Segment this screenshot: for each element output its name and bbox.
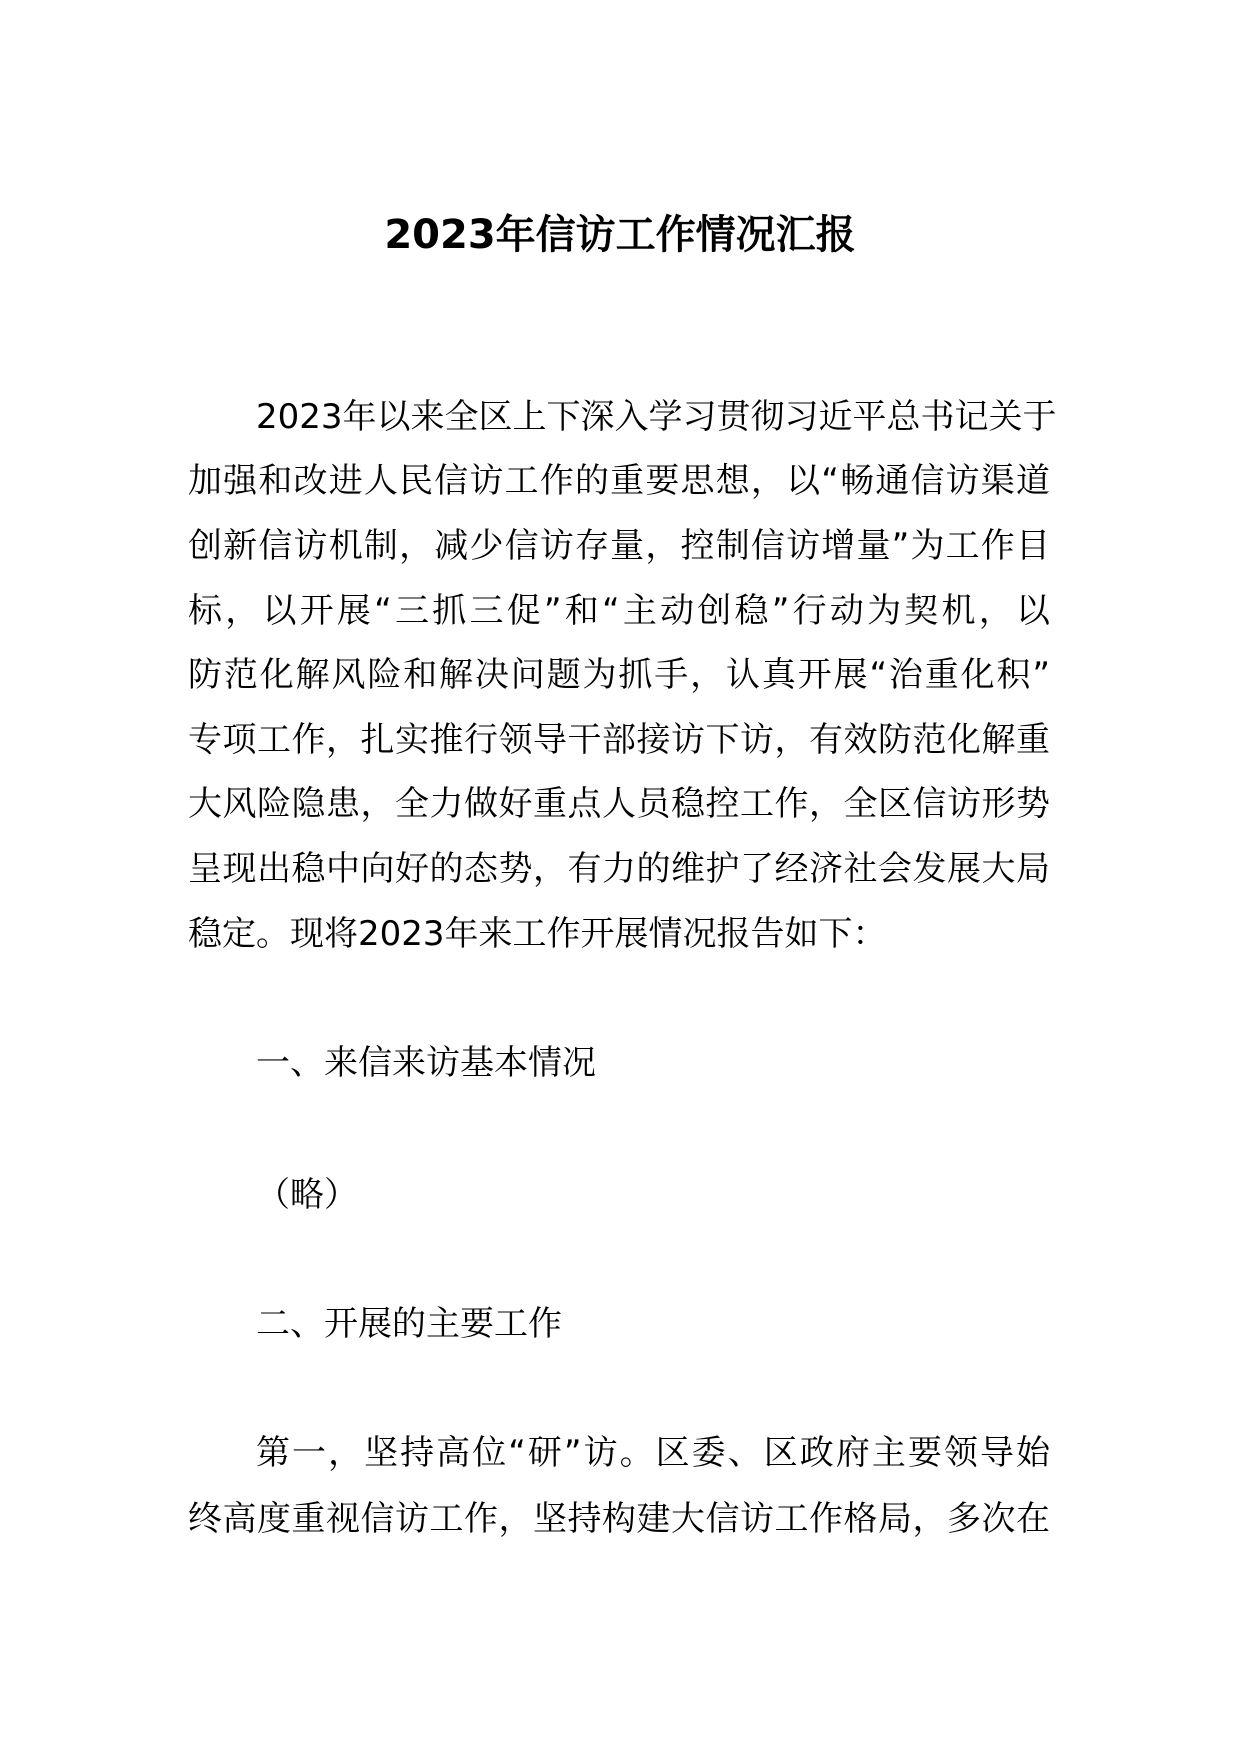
paragraph-line: 防范化解风险和解决问题为抓手，认真开展“治重化积” <box>188 655 1050 695</box>
section-heading-2: 二、开展的主要工作 <box>256 1304 562 1344</box>
paragraph-line: 第一，坚持高位“研”访。区委、区政府主要领导始 <box>256 1433 1050 1473</box>
paragraph-line: 创新信访机制，减少信访存量，控制信访增量”为工作目 <box>188 526 1050 566</box>
paragraph-line: 标，以开展“三抓三促”和“主动创稳”行动为契机，以 <box>188 591 1050 631</box>
document-title: 2023年信访工作情况汇报 <box>384 212 856 258</box>
section-1-body: （略） <box>256 1175 358 1215</box>
paragraph-line: 终高度重视信访工作，坚持构建大信访工作格局，多次在 <box>188 1499 1050 1539</box>
paragraph-line: 稳定。现将2023年来工作开展情况报告如下： <box>188 914 887 954</box>
paragraph-line: 呈现出稳中向好的态势，有力的维护了经济社会发展大局 <box>188 849 1050 889</box>
paragraph-line: 2023年以来全区上下深入学习贯彻习近平总书记关于 <box>256 397 1057 437</box>
section-heading-1: 一、来信来访基本情况 <box>256 1043 596 1083</box>
paragraph-line: 大风险隐患，全力做好重点人员稳控工作，全区信访形势 <box>188 784 1050 824</box>
paragraph-line: 专项工作，扎实推行领导干部接访下访，有效防范化解重 <box>188 720 1050 760</box>
paragraph-line: 加强和改进人民信访工作的重要思想，以“畅通信访渠道 <box>188 461 1050 501</box>
